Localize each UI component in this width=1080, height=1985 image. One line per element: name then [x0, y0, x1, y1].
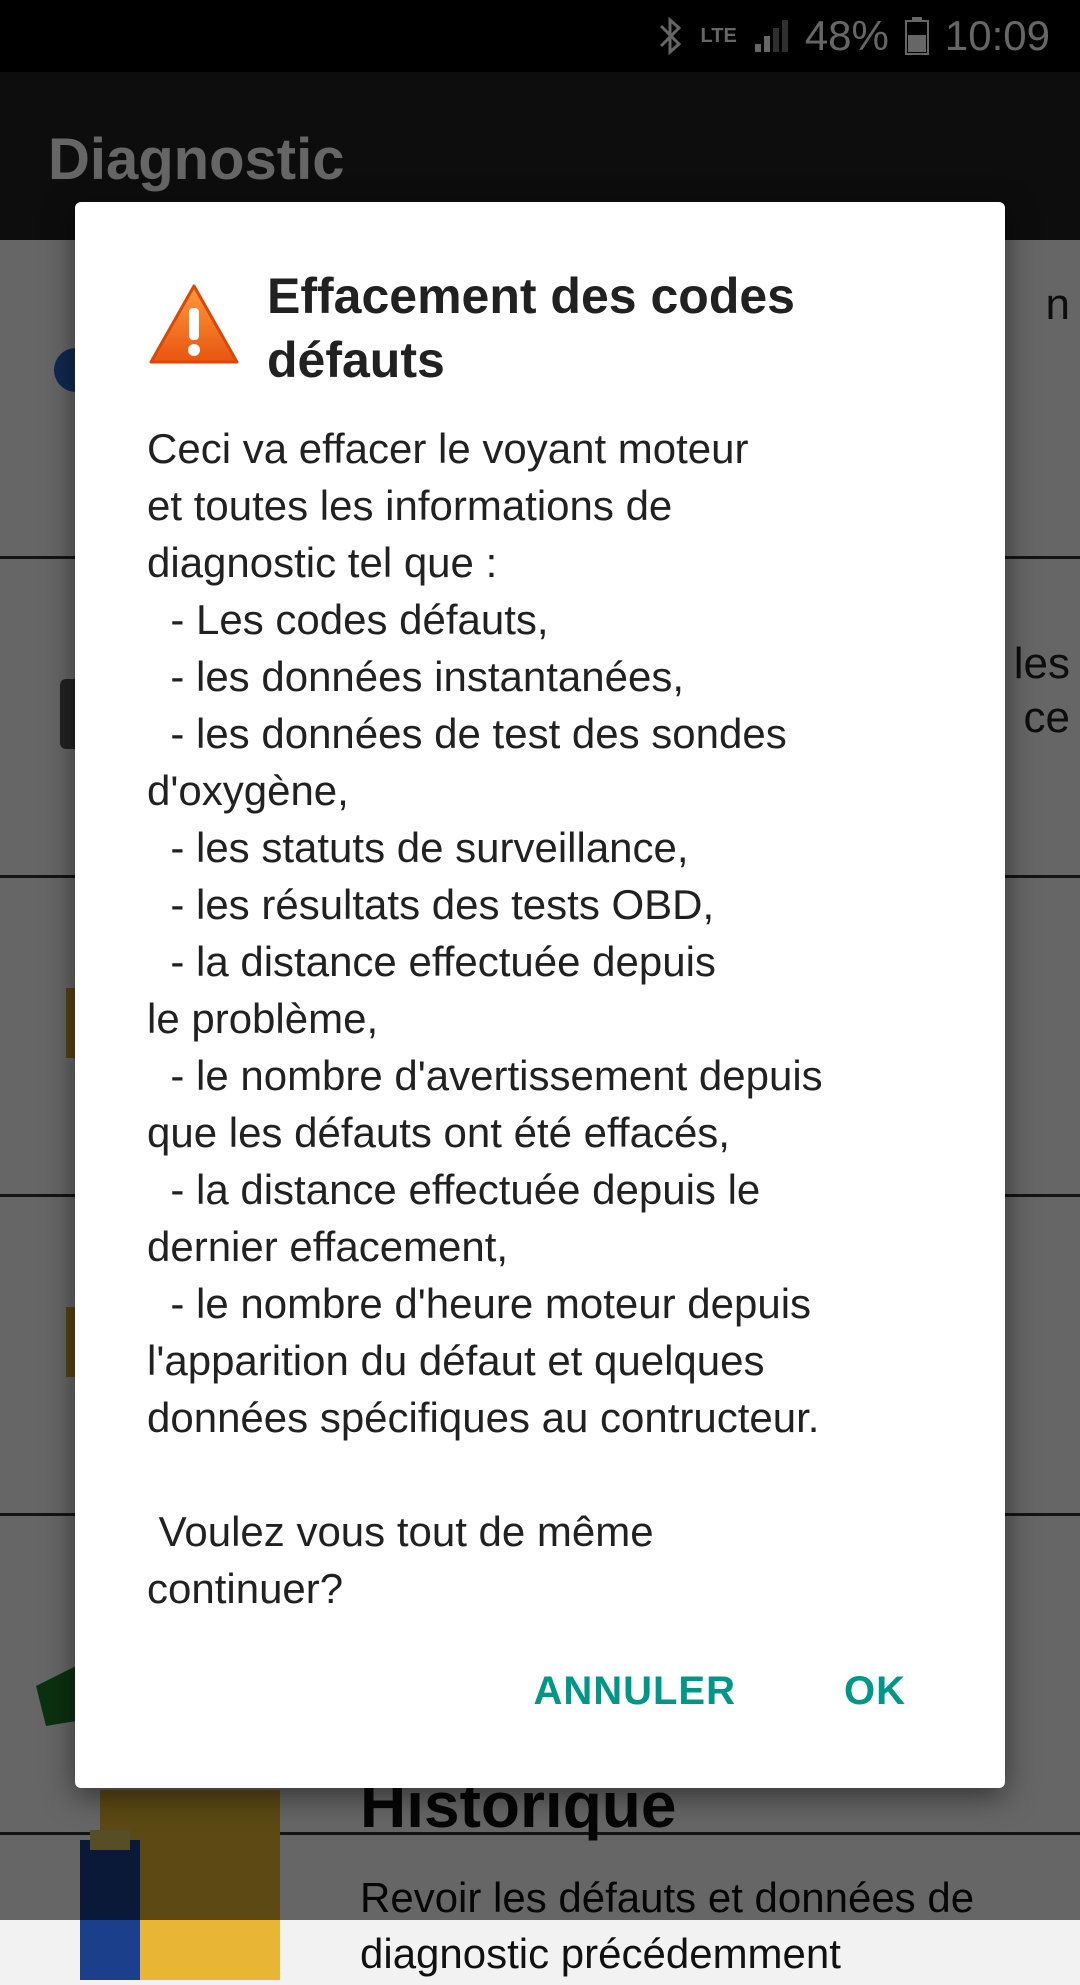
ok-button[interactable]: OK [844, 1669, 906, 1713]
warning-icon [147, 282, 241, 366]
dialog-message: Ceci va effacer le voyant moteur et toutes les informations de diagnostic tel que : - Les codes défauts, - les données instantanées, - les données de test des sondes d'oxygène, - les statuts de surveillance, - les résultats des tests OBD, - la distance effectuée depuis le problème, - le nombre d'avertissement depuis que les défauts ont été effacés, - la distance effectuée depuis le dernier effacement, - le nombre d'heure moteur depuis l'apparition du défaut et quelques données spécifiques au contructeur. Voulez vous tout de même continuer? [147, 425, 823, 1612]
confirm-dialog [75, 202, 1005, 1788]
cancel-button[interactable]: ANNULER [533, 1669, 736, 1713]
dialog-buttons [509, 1653, 930, 1730]
history-description: diagnostic précédemment [360, 1930, 841, 1977]
dialog-title: Effacement des codes défauts [267, 268, 795, 388]
